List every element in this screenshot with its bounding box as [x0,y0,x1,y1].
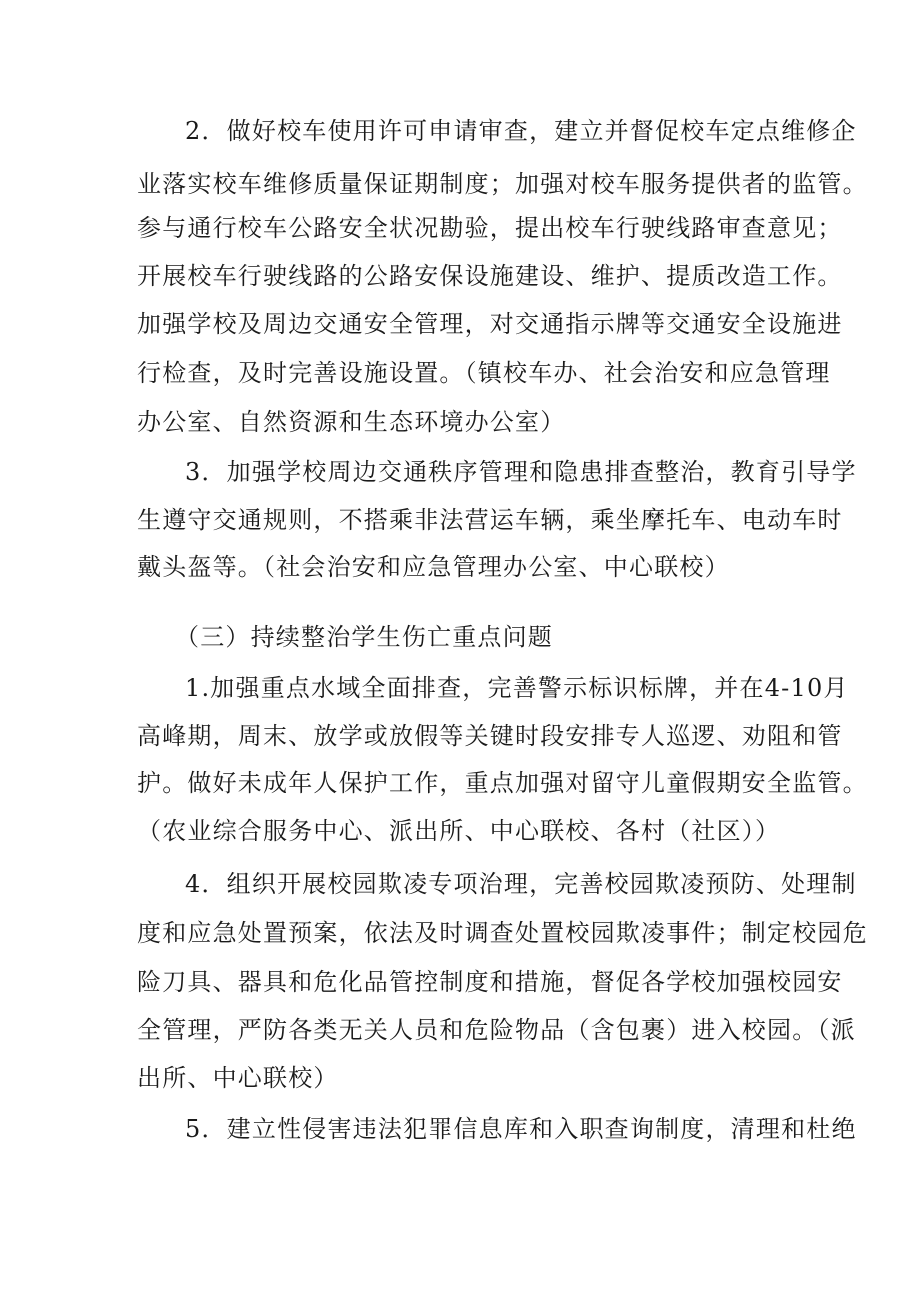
item-2-line-2: 业落实校车维修质量保证期制度；加强对校车服务提供者的监管。 [137,170,868,198]
item-2-line-6: 行检查，及时完善设施设置。（镇校车办、社会治安和应急管理 [137,359,831,387]
item-2-line-4: 开展校车行驶线路的公路安保设施建设、维护、提质改造工作。 [137,262,843,290]
item-1-line-2: 高峰期，周末、放学或放假等关键时段安排专人巡逻、劝阻和管 [137,722,843,750]
item-3-line-1: 3．加强学校周边交通秩序管理和隐患排查整治，教育引导学 [185,458,857,486]
section-3-heading: （三）持续整治学生伤亡重点问题 [175,623,553,651]
item-1-line-1: 1.加强重点水域全面排查，完善警示标识标牌，并在4-10月 [185,674,849,702]
item-2-line-3: 参与通行校车公路安全状况勘验，提出校车行驶线路审查意见； [137,214,843,242]
item-4-line-1: 4．组织开展校园欺凌专项治理，完善校园欺凌预防、处理制 [185,870,857,898]
item-2-line-1: 2．做好校车使用许可申请审查，建立并督促校车定点维修企 [185,117,857,145]
item-2-line-5: 加强学校及周边交通安全管理，对交通指示牌等交通安全设施进 [137,310,843,338]
item-4-line-2: 度和应急处置预案，依法及时调查处置校园欺凌事件；制定校园危 [137,919,868,947]
item-4-line-4: 全管理，严防各类无关人员和危险物品（含包裹）进入校园。（派 [137,1016,856,1044]
item-5-line-1: 5．建立性侵害违法犯罪信息库和入职查询制度，清理和杜绝 [185,1115,857,1143]
item-1-line-4: （农业综合服务中心、派出所、中心联校、各村（社区）） [137,817,781,845]
item-4-line-5: 出所、中心联校） [137,1064,339,1092]
item-3-line-3: 戴头盔等。（社会治安和应急管理办公室、中心联校） [137,553,730,581]
item-3-line-2: 生遵守交通规则，不搭乘非法营运车辆，乘坐摩托车、电动车时 [137,506,843,534]
item-2-line-7: 办公室、自然资源和生态环境办公室） [137,408,566,436]
item-4-line-3: 险刀具、器具和危化品管控制度和措施，督促各学校加强校园安 [137,968,843,996]
item-1-line-3: 护。做好未成年人保护工作，重点加强对留守儿童假期安全监管。 [137,769,868,797]
